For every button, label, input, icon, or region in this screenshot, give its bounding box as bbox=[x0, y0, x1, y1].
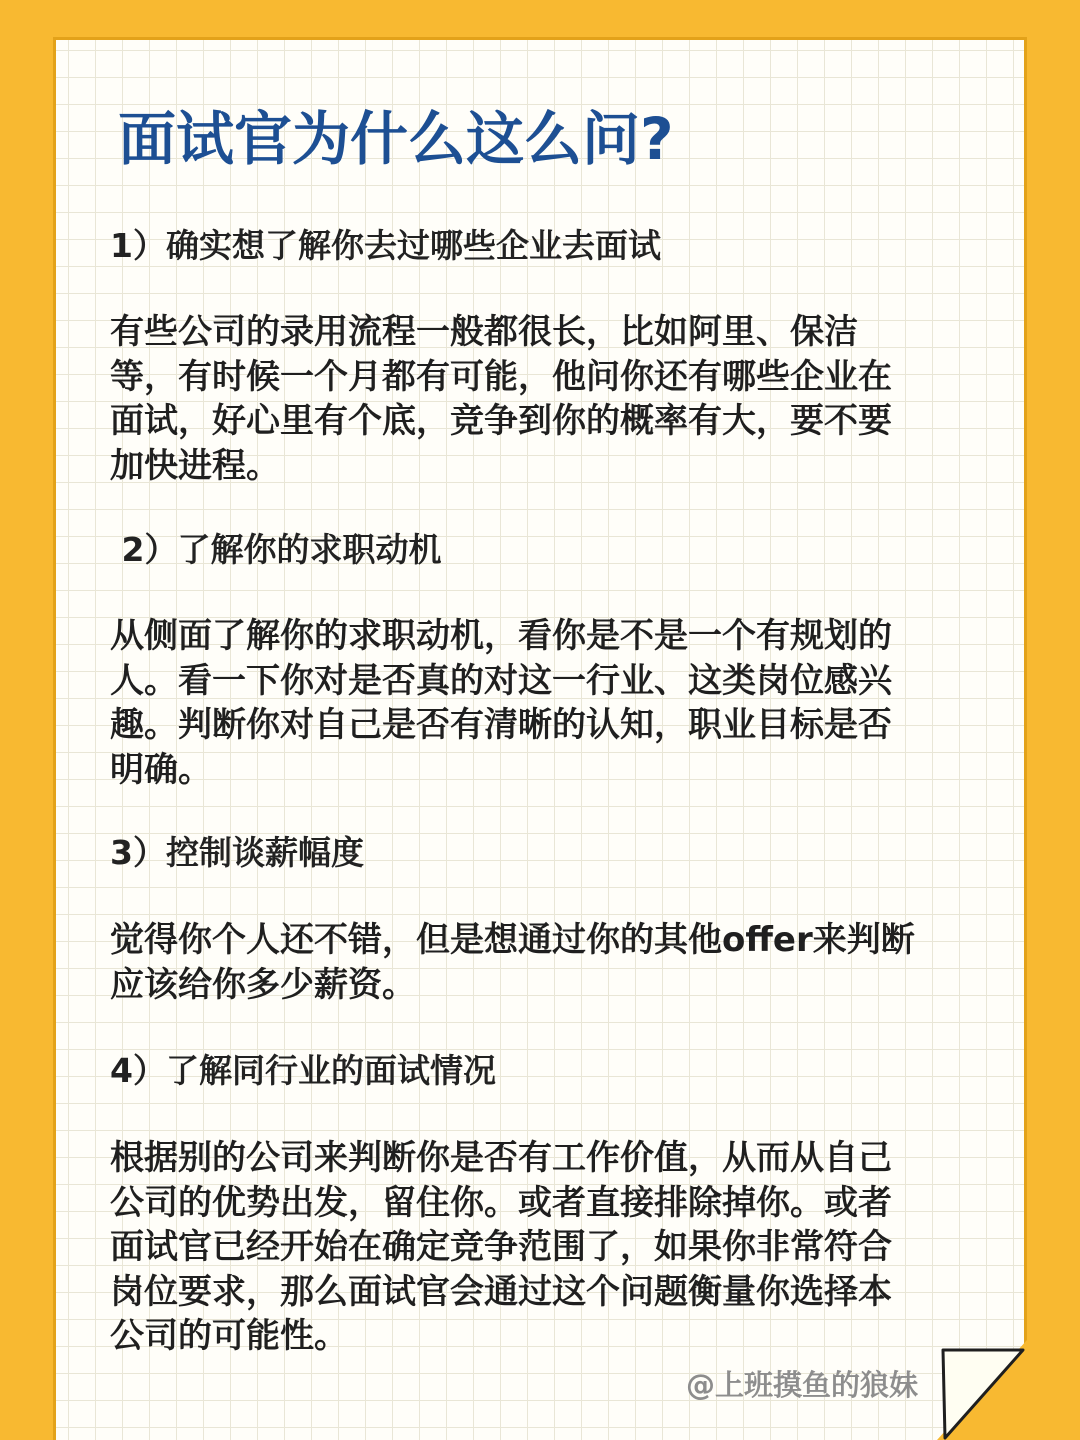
section-4-heading: 4）了解同行业的面试情况 bbox=[110, 1051, 496, 1090]
section-4-line: 公司的优势出发，留住你。或者直接排除掉你。或者 bbox=[110, 1182, 892, 1223]
section-2-line: 明确。 bbox=[110, 749, 212, 790]
section-2-body bbox=[110, 614, 962, 792]
section-3-body bbox=[110, 918, 962, 1007]
section-2-line: 人。看一下你对是否真的对这一行业、这类岗位感兴 bbox=[110, 660, 892, 701]
section-3-line: 觉得你个人还不错，但是想通过你的其他offer来判断 bbox=[110, 920, 915, 960]
section-1-line: 面试，好心里有个底，竞争到你的概率有大，要不要 bbox=[110, 401, 892, 441]
section-4-line: 岗位要求，那么面试官会通过这个问题衡量你选择本 bbox=[110, 1271, 892, 1312]
page-title: 面试官为什么这么问? bbox=[118, 105, 674, 173]
section-1-body bbox=[110, 310, 962, 488]
section-2-line: 趣。判断你对自己是否有清晰的认知，职业目标是否 bbox=[110, 705, 892, 745]
section-1-line: 加快进程。 bbox=[110, 445, 280, 486]
section-3-heading: 3）控制谈薪幅度 bbox=[110, 833, 364, 872]
section-1-line: 等，有时候一个月都有可能，他问你还有哪些企业在 bbox=[110, 356, 892, 397]
section-1-heading: 1）确实想了解你去过哪些企业去面试 bbox=[110, 226, 661, 265]
section-4-line: 面试官已经开始在确定竞争范围了，如果你非常符合 bbox=[110, 1227, 892, 1267]
section-4-body bbox=[110, 1136, 962, 1359]
section-2-heading: 2）了解你的求职动机 bbox=[110, 530, 442, 569]
section-3-line: 应该给你多少薪资。 bbox=[110, 964, 416, 1005]
section-1-line: 有些公司的录用流程一般都很长，比如阿里、保洁 bbox=[110, 312, 858, 352]
section-4-line: 公司的可能性。 bbox=[110, 1316, 348, 1356]
section-4-line: 根据别的公司来判断你是否有工作价值，从而从自己 bbox=[110, 1138, 892, 1178]
section-2-line: 从侧面了解你的求职动机，看你是不是一个有规划的 bbox=[110, 616, 892, 656]
author-watermark: @上班摸鱼的狼妹 bbox=[686, 1368, 919, 1402]
